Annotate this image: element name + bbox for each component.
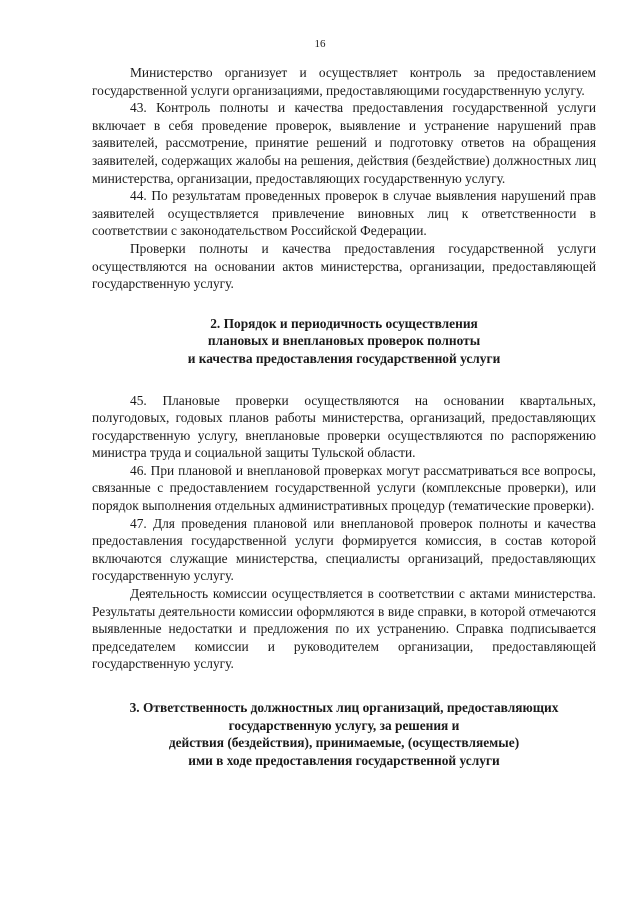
section-heading-line: ими в ходе предоставления государственной услуги [188, 752, 500, 768]
page-number: 16 [314, 38, 326, 50]
document-body [92, 64, 596, 769]
section-heading-line: действия (бездействия), принимаемые, (осуществляемые) [168, 735, 520, 751]
section-heading-line: 3. Ответственность должностных лиц организаций, предоставляющих [129, 700, 559, 715]
paragraph-checks-basis: Проверки полноты и качества предоставления государственной услуги осуществляются на основании актов министерства, организации, предоставляющей государственную услугу. [92, 240, 596, 292]
section-heading-2 [92, 315, 596, 368]
paragraph-46: 46. При плановой и внеплановой проверках могут рассматриваться все вопросы, связанные с предоставлением государственной услуги (комплексные проверки), или порядок выполнения отдельных административных процедур (тематические проверки). [92, 462, 596, 514]
paragraph-commission-activity: Деятельность комиссии осуществляется в соответствии с актами министерства. Результаты деятельности комиссии оформляются в виде справки, в которой отмечаются выявленные недостатки и предложения по их устранению. Справка подписывается председателем комиссии и руководителем организации, предоставляющей государственную услугу. [92, 586, 596, 672]
paragraph-47: 47. Для проведения плановой или внеплановой проверок полноты и качества предоставления государственной услуги формируется комиссия, в состав которой включаются служащие министерства, специалисты организаций, предоставляющих государственную услугу. [92, 515, 596, 584]
paragraph-44: 44. По результатам проведенных проверок в случае выявления нарушений прав заявителей осуществляется привлечение виновных лиц к ответственности в соответствии с законодательством Российской Федерации. [92, 188, 596, 239]
section-heading-line: плановых и внеплановых проверок полноты [207, 333, 481, 349]
paragraph-43: 43. Контроль полноты и качества предоставления государственной услуги включает в себя проведение проверок, выявление и устранение нарушений прав заявителей, рассмотрение, принятие решений и подготовку ответов на обращения заявителей, содержащих жалобы на решения, действия (бездействие) должностных лиц министерства, организации, предоставляющих государственную услугу. [92, 100, 596, 186]
section-heading-line: и качества предоставления государственной услуги [187, 350, 501, 366]
paragraph-ministry-control: Министерство организует и осуществляет контроль за предоставлением государственной услуги организациями, предоставляющими государственную услугу. [92, 65, 596, 98]
section-heading-3 [92, 699, 596, 769]
paragraph-45: 45. Плановые проверки осуществляются на основании квартальных, полугодовых, годовых планов работы министерства, организаций, предоставляющих государственную услугу, внеплановые проверки осуществляются по распоряжению министра труда и социальной защиты Тульской области. [92, 392, 596, 461]
section-heading-line: государственную услугу, за решения и [228, 717, 460, 733]
section-heading-line: 2. Порядок и периодичность осуществления [210, 315, 478, 331]
